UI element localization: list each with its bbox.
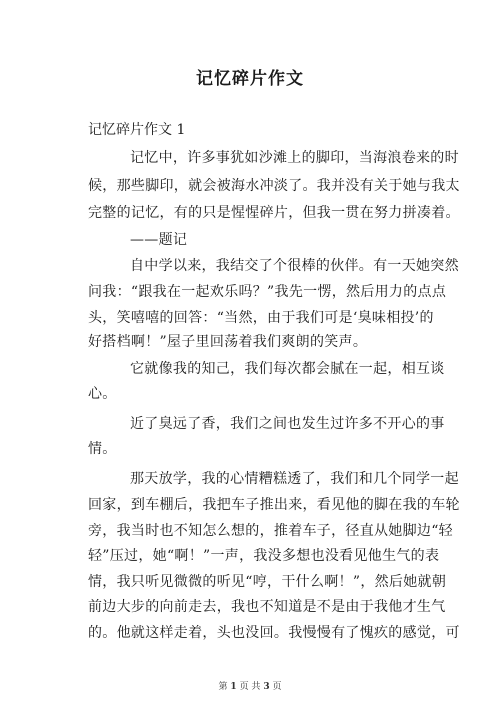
text-line: 那天放学，我的心情糟糕透了，我们和几个同学一起 bbox=[130, 471, 459, 487]
text-line: 情，我只听见微微的听见“哼，干什么啊！”，然后她就朝 bbox=[88, 574, 447, 590]
text-line: 它就像我的知己，我们每次都会腻在一起，相互谈 bbox=[130, 361, 445, 377]
text-line: ——题记 bbox=[130, 232, 188, 248]
footer-middle: 页 共 bbox=[239, 682, 261, 692]
current-page-number: 1 bbox=[230, 682, 237, 692]
text-line: 问我：“跟我在一起欢乐吗？”我先一愣，然后用力的点点 bbox=[88, 284, 447, 300]
essay-heading: 记忆碎片作文 1 bbox=[88, 122, 186, 138]
text-line: 记忆中，许多事犹如沙滩上的脚印，当海浪卷来的时 bbox=[130, 150, 459, 166]
page-footer bbox=[0, 679, 500, 692]
text-line: 的。他就这样走着，头也没回。我慢慢有了愧疚的感觉，可 bbox=[88, 625, 460, 641]
text-line: 头，笑嘻嘻的回答：“当然，由于我们可是‘臭味相投’的 bbox=[88, 310, 434, 326]
text-line: 近了臭远了香，我们之间也发生过许多不开心的事 bbox=[130, 416, 445, 432]
text-line: 候，那些脚印，就会被海水冲淡了。我并没有关于她与我太 bbox=[88, 178, 460, 194]
text-line: 情。 bbox=[88, 441, 117, 457]
text-line: 好搭档啊！”屋子里回荡着我们爽朗的笑声。 bbox=[88, 334, 368, 350]
text-line: 轻”压过，她“啊！”一声，我没多想也没看见他生气的表 bbox=[88, 548, 440, 564]
text-line: 心。 bbox=[88, 386, 117, 402]
text-line: 前边大步的向前走去，我也不知道是不是由于我他才生气 bbox=[88, 599, 446, 615]
total-pages-number: 3 bbox=[263, 682, 270, 692]
text-line: 旁，我当时也不知怎么想的，推着车子，径直从她脚边“轻 bbox=[88, 523, 453, 539]
footer-prefix: 第 bbox=[218, 682, 228, 692]
document-title: 记忆碎片作文 bbox=[196, 69, 304, 89]
footer-suffix: 页 bbox=[272, 682, 282, 692]
text-line: 回家，到车棚后，我把车子推出来，看见他的脚在我的车轮 bbox=[88, 497, 460, 513]
text-line: 完整的记忆，有的只是惺惺碎片，但我一贯在努力拼凑着。 bbox=[88, 205, 460, 221]
text-line: 自中学以来，我结交了个很棒的伙伴。有一天她突然 bbox=[130, 258, 459, 274]
